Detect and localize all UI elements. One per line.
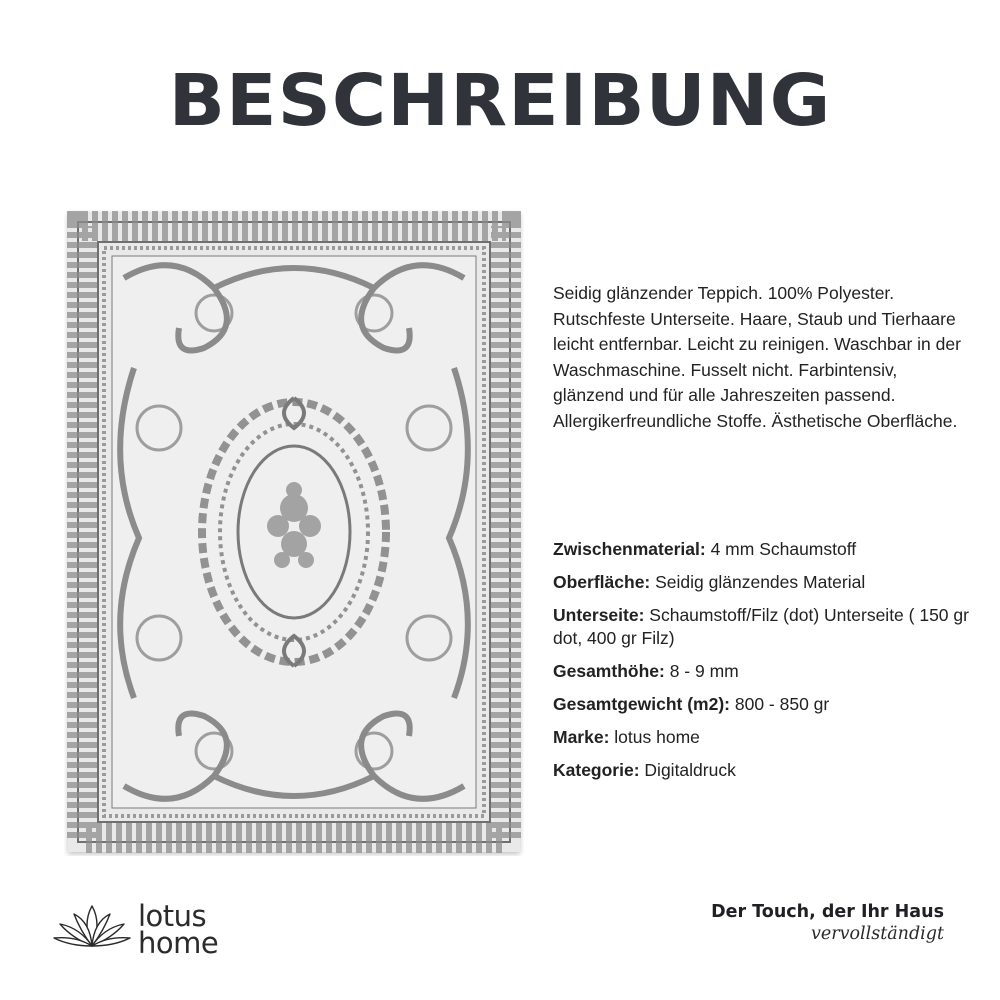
rug-product-image <box>64 208 524 856</box>
logo-line-2: home <box>138 926 219 960</box>
spec-marke <box>553 726 973 749</box>
spec-value: 4 mm Schaumstoff <box>710 539 857 559</box>
spec-unterseite <box>553 604 973 650</box>
tagline-main: Der Touch, der Ihr Haus <box>711 902 944 922</box>
spec-label: Marke: <box>553 727 610 747</box>
spec-zwischenmaterial <box>553 538 973 561</box>
lotus-flower-icon <box>50 900 134 958</box>
spec-value: 800 - 850 gr <box>734 694 830 714</box>
spec-value: Digitaldruck <box>644 760 736 780</box>
spec-label: Gesamthöhe: <box>553 661 665 681</box>
spec-oberflaeche <box>553 571 973 594</box>
tagline <box>711 902 944 944</box>
spec-gesamtgewicht <box>553 693 973 716</box>
product-description: Seidig glänzender Teppich. 100% Polyester. Rutschfeste Unterseite. Haare, Staub und Tierhaare leicht entfernbar. Leicht zu reinigen. Waschbar in der Waschmaschine. Fusselt nicht. Farbintensiv, glänzend und für alle Jahreszeiten passend. Allergikerfreundliche Stoffe. Ästhetische Oberfläche. <box>553 283 961 431</box>
tagline-sub: vervollständigt <box>811 924 944 944</box>
spec-label: Unterseite: <box>553 605 645 625</box>
spec-label: Oberfläche: <box>553 572 651 592</box>
logo-line-1: lotus <box>138 899 207 933</box>
brand-logo <box>50 900 270 960</box>
spec-list <box>553 538 973 792</box>
page-title: BESCHREIBUNG <box>168 59 832 143</box>
spec-label: Zwischenmaterial: <box>553 539 706 559</box>
spec-value: Schaumstoff/Filz (dot) Unterseite ( 150 gr dot, 400 gr Filz) <box>553 605 969 648</box>
spec-kategorie <box>553 759 973 782</box>
spec-value: Seidig glänzendes Material <box>655 572 866 592</box>
spec-value: 8 - 9 mm <box>669 661 739 681</box>
spec-label: Gesamtgewicht (m2): <box>553 694 730 714</box>
spec-gesamthoehe <box>553 660 973 683</box>
spec-label: Kategorie: <box>553 760 640 780</box>
spec-value: lotus home <box>614 727 700 747</box>
